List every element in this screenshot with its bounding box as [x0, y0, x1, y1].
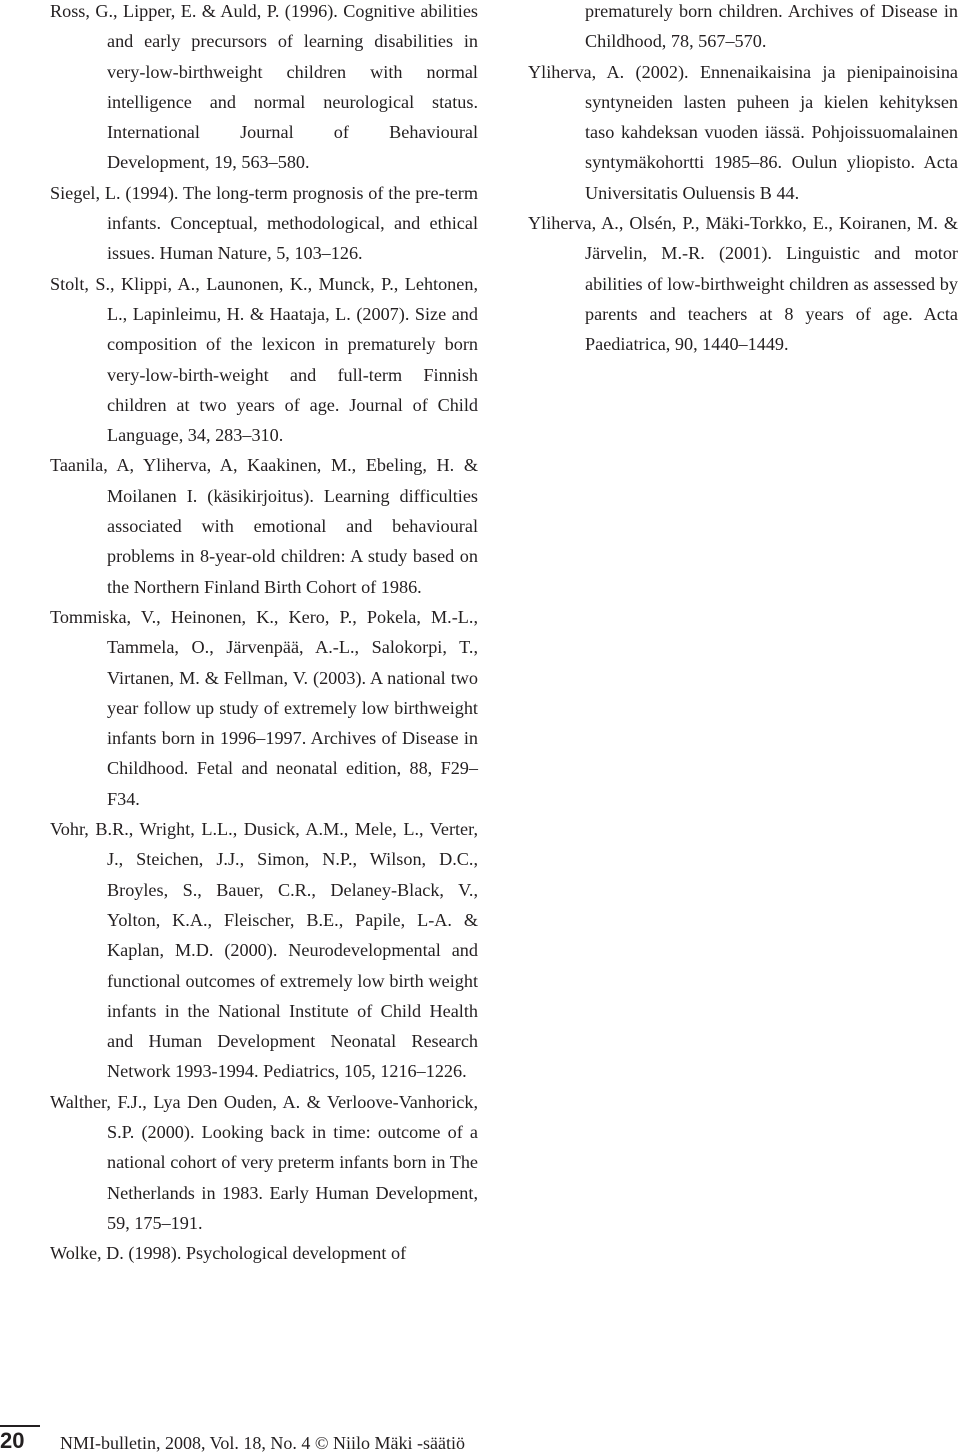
page-footer [0, 1425, 960, 1455]
reference-entry: Walther, F.J., Lya Den Ouden, A. & Verloove-Vanhorick, S.P. (2000). Looking back in time: outcome of a national cohort of very preterm infants born in The Netherlands in 1983. Early Human Development, 59, 175–191. [50, 1091, 478, 1233]
reference-entry: Ross, G., Lipper, E. & Auld, P. (1996). Cognitive abilities and early precursors of learning disabilities in very-low-birthweight children with normal intelligence and normal neurological status. International Journal of Behavioural Development, 19, 563–580. [50, 1, 478, 173]
journal-citation: NMI-bulletin, 2008, Vol. 18, No. 4 © Niilo Mäki -säätiö [60, 1433, 465, 1453]
reference-continuation: prematurely born children. Archives of Disease in Childhood, 78, 567–570. [585, 1, 958, 52]
reference-entry: Vohr, B.R., Wright, L.L., Dusick, A.M., Mele, L., Verter, J., Steichen, J.J., Simon, N.P., Wilson, D.C., Broyles, S., Bauer, C.R., Delaney-Black, V., Yolton, K.A., Fleischer, B.E., Papile, L-A. & Kaplan, M.D. (2000). Neurodevelopmental and functional outcomes of extremely low birth weight infants in the National Institute of Child Health and Human Development Neonatal Research Network 1993-1994. Pediatrics, 105, 1216–1226. [50, 819, 478, 1082]
reference-entry: Taanila, A, Yliherva, A, Kaakinen, M., Ebeling, H. & Moilanen I. (käsikirjoitus). Learning difficulties associated with emotional and behavioural problems in 8-year-old children: A study based on the Northern Finland Birth Cohort of 1986. [50, 455, 478, 597]
reference-entry: Yliherva, A., Olsén, P., Mäki-Torkko, E., Koiranen, M. & Järvelin, M.-R. (2001). Linguistic and motor abilities of low-birthweight children as assessed by parents and teachers at 8 years of age. Acta Paediatrica, 90, 1440–1449. [528, 213, 958, 355]
reference-entry: Yliherva, A. (2002). Ennenaikaisina ja pienipainoisina syntyneiden lasten puheen ja kielen kehityksen taso kahdeksan vuoden iässä. Pohjoissuomalainen syntymäkohortti 1985–86. Oulun yliopisto. Acta Universitatis Ouluensis B 44. [528, 61, 958, 203]
page-number: 20 [0, 1428, 25, 1453]
reference-entry: Siegel, L. (1994). The long-term prognosis of the pre-term infants. Conceptual, methodological, and ethical issues. Human Nature, 5, 103–126. [50, 182, 478, 264]
references-left-column [50, 0, 478, 1268]
references-right-column [528, 0, 958, 360]
reference-entry: Stolt, S., Klippi, A., Launonen, K., Munck, P., Lehtonen, L., Lapinleimu, H. & Haataja, L. (2007). Size and composition of the lexicon in prematurely born very-low-birth-weight and full-term Finnish children at two years of age. Journal of Child Language, 34, 283–310. [50, 273, 478, 446]
reference-entry: Wolke, D. (1998). Psychological development of [50, 1243, 407, 1264]
reference-entry: Tommiska, V., Heinonen, K., Kero, P., Pokela, M.-L., Tammela, O., Järvenpää, A.-L., Salokorpi, T., Virtanen, M. & Fellman, V. (2003). A national two year follow up study of extremely low birthweight infants born in 1996–1997. Archives of Disease in Childhood. Fetal and neonatal edition, 88, F29–F34. [50, 606, 478, 809]
